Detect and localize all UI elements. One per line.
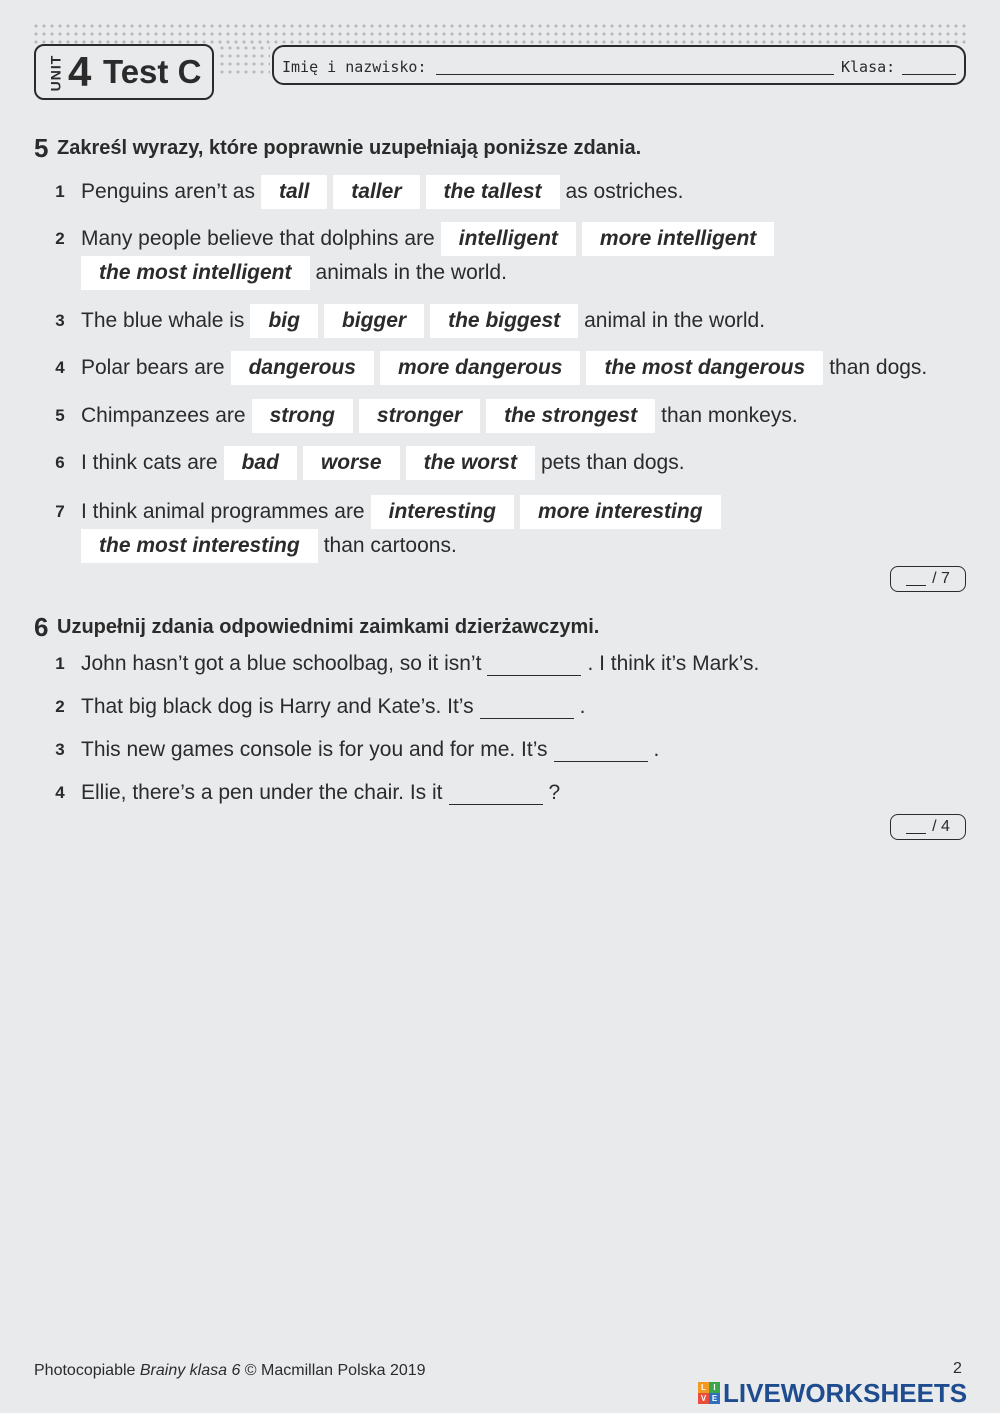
unit-number: 4: [68, 48, 92, 95]
ex6-item-number: 3: [55, 740, 65, 759]
sentence-text: Many people believe that dolphins are: [81, 227, 435, 250]
ex6-item-number: 2: [55, 697, 65, 716]
sentence-text: . I think it’s Mark’s.: [587, 652, 760, 675]
option-chip[interactable]: the tallest: [426, 175, 560, 209]
ex5-item-6: [81, 446, 691, 480]
exercise-6-instruction: Uzupełnij zdania odpowiednimi zaimkami dzierżawczymi.: [57, 616, 600, 638]
footer-prefix: Photocopiable: [34, 1362, 140, 1379]
exercise-5-instruction: Zakreśl wyrazy, które poprawnie uzupełniają poniższe zdania.: [57, 137, 642, 159]
ex6-item-number: 4: [55, 783, 65, 802]
ex6-item-4: [81, 776, 560, 810]
score-total: / 4: [932, 818, 950, 835]
option-chip[interactable]: the biggest: [430, 304, 578, 338]
option-chip[interactable]: bigger: [324, 304, 424, 338]
liveworksheets-logo-text: LIVEWORKSHEETS: [723, 1377, 968, 1408]
score-total: / 7: [932, 570, 950, 587]
name-label: Imię i nazwisko:: [282, 58, 427, 76]
ex5-item-number: 3: [55, 311, 65, 330]
copyright-footer: [34, 1362, 426, 1380]
class-input-line[interactable]: [902, 74, 956, 75]
ex6-item-3: [81, 733, 659, 767]
sentence-text: than cartoons.: [323, 534, 457, 557]
sentence-text: pets than dogs.: [540, 451, 685, 474]
option-chip[interactable]: stronger: [359, 399, 480, 433]
exercise-6-number: 6: [34, 612, 49, 642]
score-blank: [906, 573, 926, 586]
sentence-text: ?: [548, 781, 561, 804]
option-chip[interactable]: taller: [333, 175, 419, 209]
sentence-text: The blue whale is: [81, 309, 245, 332]
sentence-text: I think animal programmes are: [81, 500, 365, 523]
ex5-item-3: [81, 304, 771, 338]
answer-blank[interactable]: [480, 696, 574, 719]
sentence-text: than dogs.: [829, 356, 928, 379]
ex6-item-2: [81, 690, 585, 724]
ex5-item-4: [81, 351, 933, 385]
sentence-text: John hasn’t got a blue schoolbag, so it isn’t: [81, 652, 482, 675]
sentence-text: animals in the world.: [315, 261, 507, 284]
option-chip[interactable]: the most interesting: [81, 529, 318, 563]
option-chip[interactable]: the worst: [406, 446, 535, 480]
option-chip[interactable]: the most dangerous: [586, 351, 823, 385]
name-input-line[interactable]: [436, 74, 834, 75]
option-chip[interactable]: the strongest: [486, 399, 655, 433]
ex5-item-number: 5: [55, 406, 65, 425]
sentence-text: Ellie, there’s a pen under the chair. Is it: [81, 781, 443, 804]
ex5-item-number: 4: [55, 358, 65, 377]
ex5-item-7: [81, 495, 727, 529]
liveworksheets-logo[interactable]: [698, 1378, 967, 1408]
option-chip[interactable]: more interesting: [520, 495, 721, 529]
option-chip[interactable]: tall: [261, 175, 327, 209]
sentence-text: .: [653, 738, 660, 761]
option-chip[interactable]: dangerous: [231, 351, 374, 385]
sentence-text: animal in the world.: [584, 309, 766, 332]
dotted-pattern-top: [32, 22, 966, 46]
ex5-item-2: [81, 222, 780, 256]
sentence-text: as ostriches.: [565, 180, 684, 203]
sentence-text: I think cats are: [81, 451, 218, 474]
ex5-item-5: [81, 399, 804, 433]
dotted-pattern-middle: [218, 44, 270, 78]
answer-blank[interactable]: [487, 653, 581, 676]
option-chip[interactable]: strong: [252, 399, 353, 433]
ex5-item-number: 7: [55, 502, 65, 521]
sentence-text: than monkeys.: [661, 404, 798, 427]
ex5-item-7-continuation: [81, 529, 463, 563]
option-chip[interactable]: interesting: [371, 495, 514, 529]
option-chip[interactable]: bad: [224, 446, 297, 480]
option-chip[interactable]: the most intelligent: [81, 256, 310, 290]
option-chip[interactable]: more dangerous: [380, 351, 581, 385]
ex5-item-1: [81, 175, 689, 209]
exercise-5-score-box: [890, 566, 966, 592]
footer-suffix: © Macmillan Polska 2019: [240, 1362, 426, 1379]
footer-book-title: Brainy klasa 6: [139, 1362, 241, 1379]
sentence-text: Penguins aren’t as: [81, 180, 255, 203]
option-chip[interactable]: big: [250, 304, 318, 338]
liveworksheets-logo-icon: L I V E: [698, 1382, 720, 1404]
answer-blank[interactable]: [554, 739, 648, 762]
sentence-text: .: [579, 695, 586, 718]
ex5-item-number: 6: [55, 453, 65, 472]
sentence-text: Polar bears are: [81, 356, 225, 379]
ex6-item-1: [81, 647, 759, 681]
ex6-item-number: 1: [55, 654, 65, 673]
option-chip[interactable]: more intelligent: [582, 222, 774, 256]
option-chip[interactable]: intelligent: [441, 222, 576, 256]
sentence-text: Chimpanzees are: [81, 404, 246, 427]
unit-label: UNIT: [47, 54, 64, 92]
score-blank: [906, 821, 926, 834]
sentence-text: This new games console is for you and for me. It’s: [81, 738, 548, 761]
option-chip[interactable]: worse: [303, 446, 400, 480]
test-title: Test C: [103, 53, 202, 90]
page-number: 2: [953, 1360, 962, 1377]
ex5-item-number: 1: [55, 182, 65, 201]
ex5-item-2-continuation: [81, 256, 513, 290]
class-label: Klasa:: [841, 58, 896, 76]
exercise-5-number: 5: [34, 133, 49, 163]
exercise-6-score-box: [890, 814, 966, 840]
answer-blank[interactable]: [449, 782, 543, 805]
sentence-text: That big black dog is Harry and Kate’s. It’s: [81, 695, 474, 718]
ex5-item-number: 2: [55, 229, 65, 248]
